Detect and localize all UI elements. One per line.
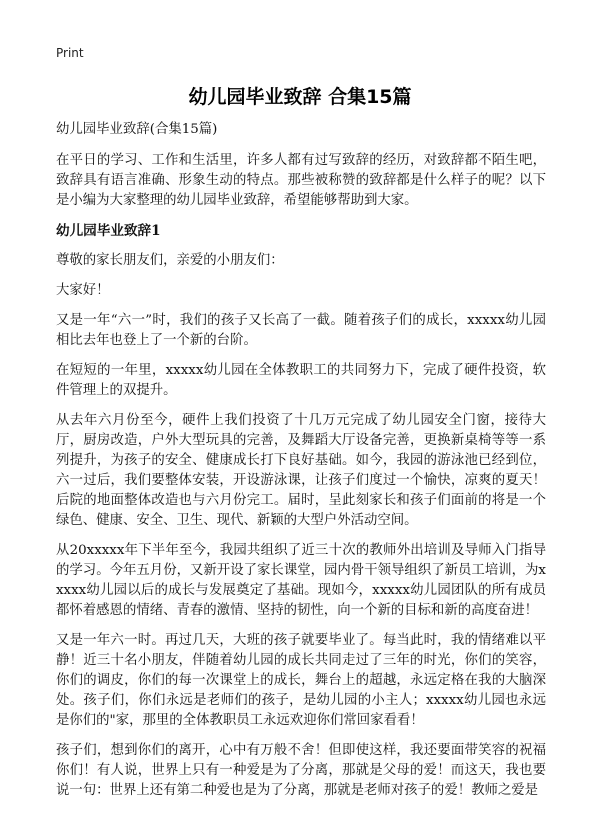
paragraph-farewell: 孩子们，想到你们的离开，心中有万般不舍！但即使这样，我还要面带笑容的祝福你们！有人说，世界上只有一种爱是为了分离，那就是父母的爱！而这天，我也要说一句：世界上还有第二种爱也是为了分离，那就是老师对孩子的爱！教师之爱是 — [56, 743, 546, 798]
document-title: 幼儿园毕业致辞 合集15篇 — [188, 86, 412, 108]
paragraph-hardware: 从去年六月份至今，硬件上我们投资了十几万元完成了幼儿园安全门窗，接待大厅，厨房改造，户外大型玩具的完善，及舞蹈大厅设备完善，更换新桌椅等等一系列提升，为孩子的安全、健康成长打下良好基础。如今，我园的游泳池已经到位，六一过后，我们要整体安装，开设游泳课，让孩子们度过一个愉快，凉爽的夏天！后院的地面整体改造也与六月份完工。届时，呈此刻家长和孩子们面前的将是一个绿色、健康、安全、卫生、现代、新颖的大型户外活动空间。 — [56, 413, 546, 528]
document-subtitle: 幼儿园毕业致辞(合集15篇) — [56, 122, 218, 137]
paragraph-graduation: 又是一年六一时。再过几天，大班的孩子就要毕业了。每当此时，我的情绪难以平静！近三十名小朋友，伴随着幼儿园的成长共同走过了三年的时光，你们的笑容，你们的调皮，你们的每一次课堂上的成长，舞台上的超越，永远定格在我的大脑深处。孩子们，你们永远是老师们的孩子，是幼儿园的小主人；xxxxx幼儿园也永远是你们的"家，那里的全体教职员工永远欢迎你们常回家看看！ — [56, 633, 546, 728]
paragraph-training: 从20xxxxx年下半年至今，我园共组织了近三十次的教师外出培训及导师入门指导的学习。今年五月份，又新开设了家长课堂，园内骨干领导组织了新员工培训，为xxxxx幼儿园以后的成长与发展奠定了基础。现如今，xxxxx幼儿园团队的所有成员都怀着感恩的情绪、青春的激情、坚持的韧性，向一个新的目标和新的高度奋进！ — [56, 543, 546, 618]
paragraph-children-grown: 又是一年“六一”时，我们的孩子又长高了一截。随着孩子们的成长，xxxxx幼儿园相比去年也登上了一个新的台阶。 — [56, 313, 546, 348]
paragraph-salutation: 尊敬的家长朋友们，亲爱的小朋友们： — [56, 253, 284, 268]
print-link[interactable]: Print — [56, 46, 84, 60]
paragraph-greeting: 大家好！ — [56, 283, 110, 298]
section-heading: 幼儿园毕业致辞1 — [56, 223, 161, 239]
document-body — [56, 120, 546, 811]
paragraph-one-year: 在短短的一年里，xxxxx幼儿园在全体教职工的共同努力下，完成了硬件投资，软件管理上的双提升。 — [56, 363, 546, 398]
intro-paragraph: 在平日的学习、工作和生活里，许多人都有过写致辞的经历，对致辞都不陌生吧，致辞具有语言准确、形象生动的特点。那些被称赞的致辞都是什么样子的呢？以下是小编为大家整理的幼儿园毕业致辞，希望能够帮助到大家。 — [56, 153, 546, 208]
